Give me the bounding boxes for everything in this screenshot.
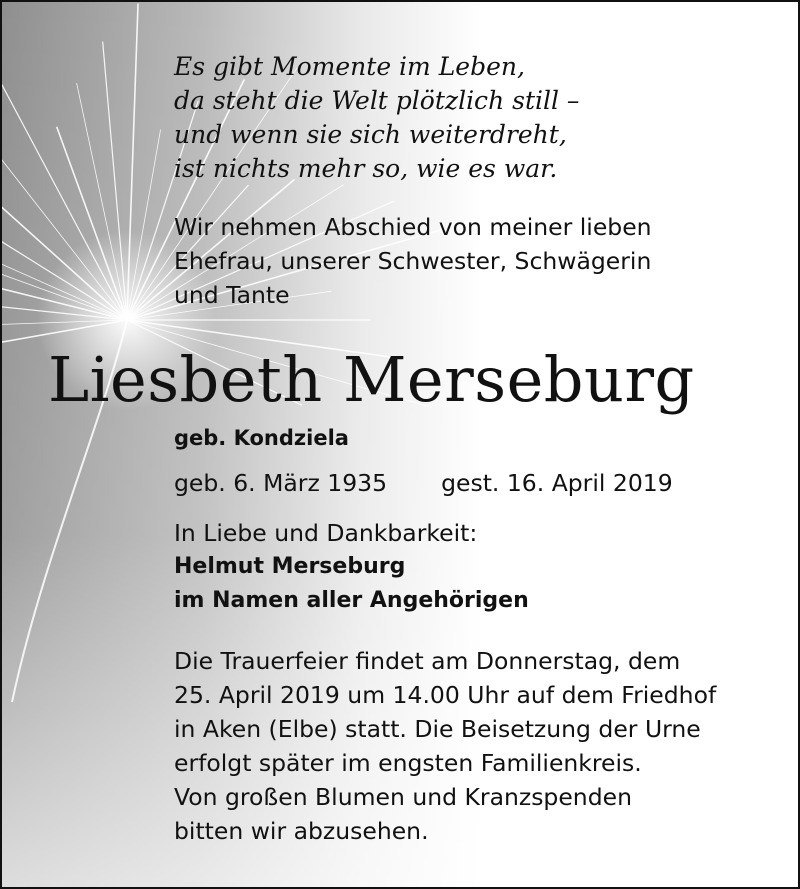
funeral-service-info [174,644,774,848]
deceased-name: Liesbeth Merseburg [48,343,695,416]
poem-line: und wenn sie sich weiterdreht, [174,120,567,149]
poem-line: ist nichts mehr so, wie es war. [174,154,558,183]
intro-line: Ehefrau, unserer Schwester, Schwägerin [174,247,652,275]
birth-date: geb. 6. März 1935 [174,469,388,497]
service-line: 25. April 2019 um 14.00 Uhr auf dem Friedhof [174,681,717,709]
intro-line: Wir nehmen Abschied von meiner lieben [174,213,652,241]
service-line: erfolgt später im engsten Familienkreis. [174,749,642,777]
maiden-name: geb. Kondziela [174,426,349,450]
service-line: bitten wir abzusehen. [174,817,429,845]
poem-line: da steht die Welt plötzlich still – [174,86,580,115]
life-dates [174,466,774,500]
poem-line: Es gibt Momente im Leben, [174,52,525,81]
signatures [174,516,774,618]
closing-line: In Liebe und Dankbarkeit: [174,519,478,547]
death-date: gest. 16. April 2019 [441,469,673,497]
farewell-intro [174,210,774,312]
poem [174,50,734,186]
service-line: Von großen Blumen und Kranzspenden [174,783,632,811]
intro-line: und Tante [174,281,290,309]
service-line: Die Trauerfeier findet am Donnerstag, dem [174,647,681,675]
signatory-line: Helmut Merseburg [174,554,406,579]
signatory-line: im Namen aller Angehörigen [174,588,529,613]
service-line: in Aken (Elbe) statt. Die Beisetzung der Urne [174,715,701,743]
